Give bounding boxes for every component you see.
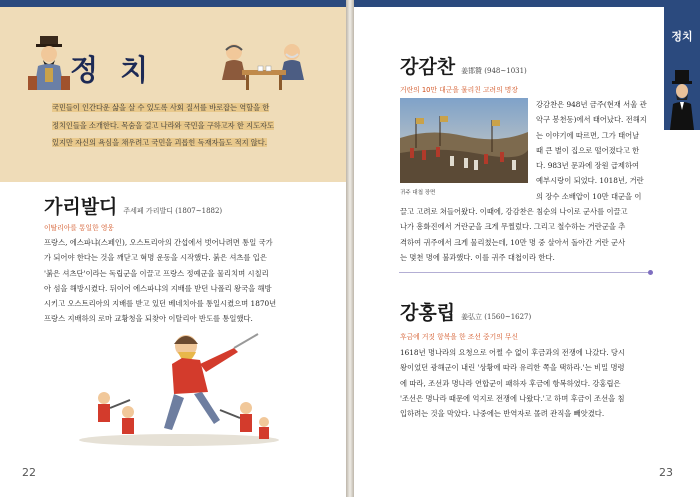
entry-body-narrow — [536, 97, 647, 204]
body-line: 시키고 오스트리아의 지배를 받고 있던 베네치아를 통일시켰으며 1870년 — [44, 299, 277, 309]
entry-slogan: 이탈리아를 통일한 영웅 — [44, 224, 114, 232]
torn-paper-edge — [0, 166, 346, 186]
body-line: 예부시랑이 되었다. 1018년, 거란 — [536, 176, 644, 186]
entry-subtitle: 姜弘立 (1560~1627) — [461, 313, 532, 321]
body-line: 끌고 고려로 쳐들어왔다. 이때에, 강감찬은 침순의 나이로 군사를 이끌고 — [400, 207, 628, 216]
body-line: 강감찬은 948년 금주(현재 서울 관 — [536, 100, 647, 109]
entry-name: 강홍립 — [400, 302, 456, 324]
body-line: 격하여 귀주에서 크게 물리쳤는데, 10만 명 중 살아서 돌아간 거란 군사 — [400, 237, 626, 247]
entry-heading-gang-gamchan — [400, 52, 527, 79]
battle-painting — [400, 98, 528, 183]
entry-heading-garibaldi — [44, 192, 222, 219]
entry-body-wide — [400, 204, 628, 265]
body-line: 때 큰 별이 집으로 떨어졌다고 한 — [536, 145, 640, 155]
image-caption: 귀주 대첩 장면 — [400, 190, 436, 196]
side-tab-label: 정치 — [671, 30, 693, 43]
page-number: 23 — [659, 466, 673, 479]
body-line: 프랑스, 에스파냐(스페인), 오스트리아의 간섭에서 벗어나려면 통일 국가 — [44, 238, 273, 247]
body-line: 다. 983년 문과에 장원 급제하여 — [536, 161, 640, 171]
section-intro — [52, 99, 312, 152]
king-illustration — [28, 34, 70, 90]
intro-line: 국민들이 인간다운 삶을 살 수 있도록 사회 질서를 바로잡는 역할을 한 — [52, 103, 270, 112]
garibaldi-illustration — [74, 328, 284, 448]
section-title: 정 치 — [70, 53, 155, 87]
entry-body — [44, 235, 276, 327]
divider-dot — [648, 270, 653, 275]
entry-slogan: 후금에 거짓 항복을 한 조선 중기의 무신 — [400, 333, 519, 341]
body-line: 의 장수 소배압이 10만 대군을 이 — [536, 191, 642, 201]
body-line: '조선은 명나라 때문에 억지로 전쟁에 나왔다.'고 하며 후금이 조선을 침 — [400, 393, 625, 403]
body-line: 입하려는 것을 막았다. 나중에는 반역자로 몰려 관직을 빼앗겼다. — [400, 409, 605, 419]
entry-name: 강감찬 — [400, 56, 456, 78]
top-color-bar — [0, 0, 346, 7]
entry-subtitle: 姜邯贊 (948~1031) — [461, 67, 527, 75]
body-line: 프랑스 지배하의 로마 교황청을 되찾아 이탈리아 반도를 통일했다. — [44, 314, 253, 324]
page-number: 22 — [22, 466, 36, 479]
right-page — [354, 0, 700, 497]
intro-line: 정치인들을 소개한다. 목숨을 걸고 나라와 국민을 구하고자 한 지도자도 — [52, 120, 274, 130]
entry-slogan: 거란의 10만 대군을 물리친 고려의 명장 — [400, 86, 518, 94]
body-line: 왕이었던 광해군이 내린 '상황에 따라 유리한 쪽을 택하라.'는 비밀 명령 — [400, 363, 625, 373]
section-divider — [399, 272, 649, 273]
left-page — [0, 0, 346, 497]
body-line: 1618년 명나라의 요청으로 어쩔 수 없이 후금과의 전쟁에 나갔다. 당시 — [400, 348, 626, 357]
body-line: 는 이야기에 따르면, 그가 태어날 — [536, 130, 640, 140]
body-line: 나가 흥화진에서 거란군을 크게 무찔렀다. 그리고 철수하는 거란군을 추 — [400, 222, 626, 232]
body-line: '붉은 셔츠단'이라는 독립군을 이끌고 프랑스 정예군을 물리치며 시칠리 — [44, 268, 269, 278]
body-line: 악구 봉천동)에서 태어났다. 전해지 — [536, 115, 647, 125]
body-line: 가 되어야 한다는 것을 깨닫고 혁명 운동을 시작했다. 붉은 셔츠를 입은 — [44, 253, 267, 263]
entry-body — [400, 345, 625, 421]
entry-heading-gang-hongrip — [400, 298, 531, 325]
body-line: 에 따라, 조선과 명나라 연합군이 패하자 후금에 항복하였다. 강홍립은 — [400, 378, 621, 388]
body-line: 는 몇천 명에 불과했다. 이를 귀주 대첩이라 한다. — [400, 252, 555, 262]
section-side-tab — [664, 0, 700, 130]
leaders-illustration — [212, 40, 317, 92]
book-gutter — [346, 0, 354, 497]
entry-subtitle: 주세페 가리발디 (1807~1882) — [123, 207, 223, 215]
top-color-bar — [354, 0, 664, 7]
body-line: 아 섬을 해방시켰다. 뒤이어 에스파냐의 지배를 받던 나폴리 왕국을 해방 — [44, 283, 272, 293]
entry-name: 가리발디 — [44, 196, 118, 218]
intro-line: 있지만 자신의 욕심을 채우려고 국민을 괴롭힌 독재자들도 적지 않다. — [52, 138, 267, 148]
lincoln-portrait-icon — [668, 70, 696, 130]
